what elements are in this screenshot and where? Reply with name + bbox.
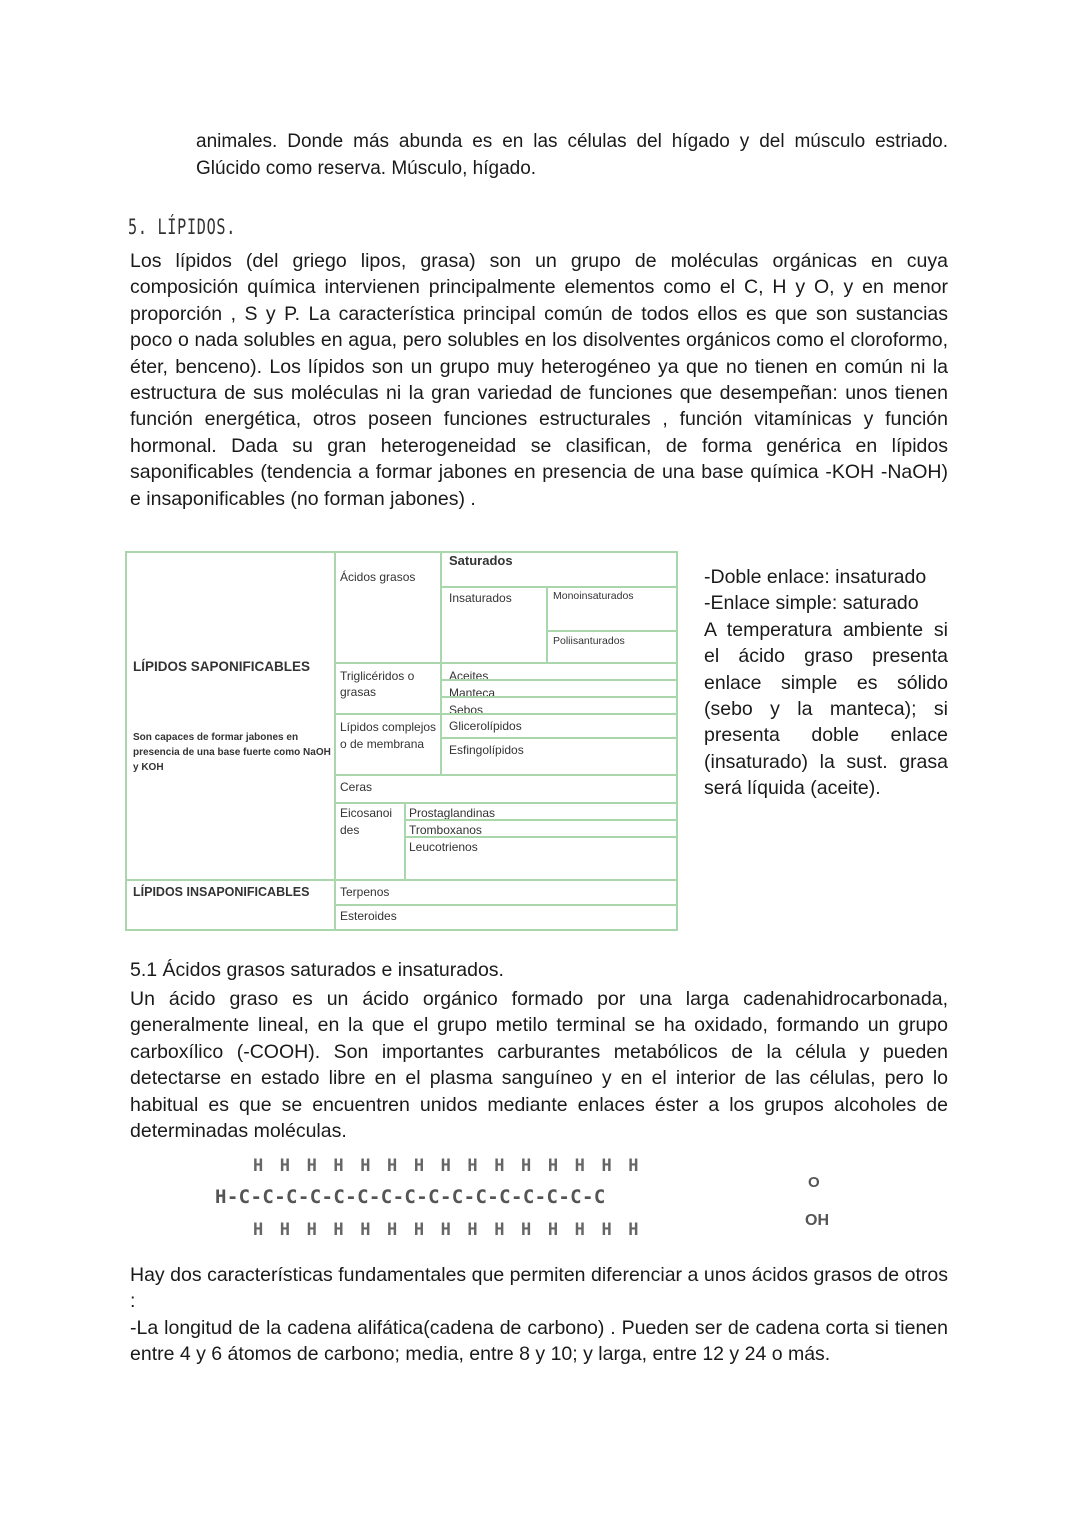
saponificables-cell [125,551,336,881]
subsection-title: 5.1 Ácidos grasos saturados e insaturados. [130,959,504,981]
fatty-acid-structural-formula [215,1152,855,1252]
side-note-single-bond: -Enlace simple: saturado [704,592,919,615]
formula-oxygen: O [808,1174,820,1191]
terpenos-label: Terpenos [340,885,390,899]
saturados-label: Saturados [449,553,513,568]
side-note-double-bond: -Doble enlace: insaturado [704,566,927,588]
eicosanoides-label-2: des [340,823,360,837]
saponificables-label: LÍPIDOS SAPONIFICABLES [133,659,311,674]
sebos-label: Sebos [449,703,484,717]
section-title: 5. LÍPIDOS. [128,215,237,239]
fatty-acid-paragraph: Un ácido graso es un ácido orgánico formado por una larga cadenahidrocarbonada, generalmente lineal, en la que el grupo metilo terminal se ha oxidado, formando un grupo carboxílico (-COOH). Son importantes carburantes metabólicos de la célula y pueden detectarse en estado libre en el plasma sanguíneo y en el interior de las células, pero lo habitual es que se encuentren unidos mediante enlaces éster a los grupos alcoholes de determinadas moléculas. [130,988,948,1143]
leucotrienos-label: Leucotrienos [409,840,478,854]
lipids-paragraph: Los lípidos (del griego lipos, grasa) son un grupo de moléculas orgánicas en cuya composición química intervienen principalmente elementos como el C, H y O, y en menor proporción , S y P. La característica principal común de todos ellos es que son sustancias poco o nada solubles en agua, pero solubles en los disolventes orgánicos como el cloroformo, éter, benceno). Los lípidos son un grupo muy heterogéneo ya que no tienen en común ni la estructura de sus moléculas ni la gran variedad de funciones que desempeñan: unos tienen función energética, otros poseen funciones estructurales , función vitamínicas y función hormonal. Dada su gran heterogeneidad se clasifican, de forma genérica en lípidos saponificables (tendencia a formar jabones en presencia de una base química -KOH -NaOH) e insaponificables (no forman jabones) . [130,250,948,510]
prostaglandinas-label: Prostaglandinas [409,806,496,820]
monoinsaturados-label: Monoinsaturados [553,590,634,602]
formula-top-hydrogens: H H H H H H H H H H H H H H H [253,1156,638,1176]
saponificables-note: Son capaces de formar jabones en presencia de una base fuerte como NaOH y KOH [133,732,331,773]
ceras-label: Ceras [340,780,373,794]
lipidos-complejos-label: Lípidos complejos o de membrana [340,720,437,751]
trigliceridos-label: Triglicéridos o grasas [340,669,415,699]
aceites-label: Aceites [449,669,489,683]
intro-paragraph: animales. Donde más abunda es en las células del hígado y del músculo estriado. Glúcido como reserva. Músculo, hígado. [196,131,948,179]
insaturados-label: Insaturados [449,591,512,605]
insaponificables-label: LÍPIDOS INSAPONIFICABLES [133,885,310,899]
glicerolipidos-label: Glicerolípidos [449,719,522,733]
poliinsaturados-label: Poliisanturados [553,635,625,647]
acidos-grasos-cell [334,551,442,664]
manteca-label: Manteca [449,686,496,700]
formula-bottom-hydrogens: H H H H H H H H H H H H H H H [253,1220,638,1240]
characteristics-paragraph: Hay dos características fundamentales que permiten diferenciar a unos ácidos grasos de otros : [130,1264,948,1313]
esteroides-label: Esteroides [340,909,397,923]
lipids-classification-table [125,551,678,931]
tromboxanos-label: Tromboxanos [409,823,482,837]
ceras-cell [334,774,678,804]
acidos-grasos-label: Ácidos grasos [340,570,416,584]
formula-hydroxyl: OH [805,1212,829,1229]
esfingolipidos-label: Esfingolípidos [449,743,524,757]
side-note-temperature: A temperatura ambiente si el ácido graso presenta enlace simple es sólido (sebo y la manteca); si presenta doble enlace (insaturado) la sust. grasa será líquida (aceite). [704,618,948,800]
formula-carbon-chain: H-C-C-C-C-C-C-C-C-C-C-C-C-C-C-C-C [215,1186,606,1208]
eicosanoides-label-1: Eicosanoi [340,806,393,820]
chain-length-paragraph: -La longitud de la cadena alifática(cadena de carbono) . Pueden ser de cadena corta si tienen entre 4 y 6 átomos de carbono; media, entre 8 y 10; y larga, entre 12 y 24 o más. [130,1317,948,1366]
side-notes [704,564,948,802]
